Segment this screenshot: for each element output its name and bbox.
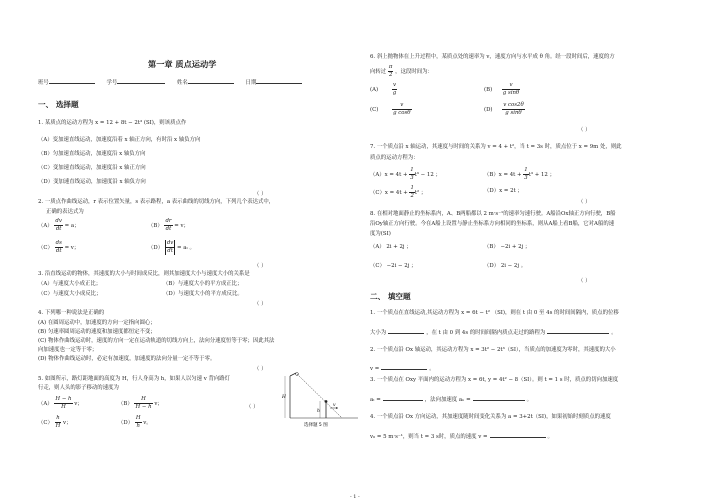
q5-option-a [38, 396, 83, 411]
f1-blank-displacement[interactable] [388, 328, 424, 334]
q6-b-label: (B) [484, 86, 493, 93]
q8-option-b: （B） −2i + 2j ； [484, 244, 531, 250]
q5-b-num: H [134, 396, 152, 404]
q5-c-suffix: v； [63, 419, 72, 426]
q2-answer-bracket[interactable]: （ ） [254, 263, 267, 269]
q7-stem2: 质点的运动方程为： [370, 155, 419, 161]
q6-stem2b: ，这段时间为： [395, 68, 433, 75]
q2-b-num: dr [165, 218, 172, 224]
person-head-icon [325, 400, 328, 403]
f2-line2b: 。 [429, 366, 435, 372]
q5-a-den: H [61, 403, 66, 410]
f4-line2 [370, 432, 553, 441]
q5-c-num: h [56, 415, 60, 421]
q1-option-b: （B）匀加速直线运动，加速度沿 x 轴负方向 [38, 151, 146, 157]
q8-option-a: （A） 2i + 2j ； [370, 244, 412, 250]
q7-c-den: 2 [410, 192, 414, 199]
q1-option-a: （A）变加速直线运动，加速度沿着 x 轴正方向，有时沿 x 轴负方向 [38, 137, 201, 143]
q6-option-b [484, 82, 520, 97]
f3-line2c: 。 [526, 397, 533, 403]
f1-line2b: ，在 t 由 0 到 4s 的时间间隔内质点走过的路程为 [426, 330, 546, 336]
q2-a-label: （A） [38, 222, 53, 229]
q8-option-d: （D） 2i − 2j 。 [484, 263, 527, 269]
label-v: v [333, 403, 336, 408]
q2-option-d [148, 240, 195, 255]
q4-option-c: (C) 物体作曲线运动时，速度的方向一定在运动轨道的切线方向上，法向分速度恒等于零；因此其法 [38, 338, 275, 344]
field-label-id: 学号 [106, 80, 118, 86]
f1-line2 [370, 328, 617, 337]
q8-stem3: 度为(SI) [370, 231, 391, 237]
f2-line2 [370, 364, 435, 373]
q6-stem2a: 向转过 [370, 68, 387, 75]
q1-answer-bracket[interactable]: （ ） [254, 191, 267, 197]
field-label-date: 日期 [245, 80, 257, 86]
q7-option-b [484, 167, 555, 182]
arrowhead-icon [336, 407, 338, 409]
page-number: - 1 - [350, 494, 360, 500]
label-H: H [282, 395, 286, 400]
q6-angle-den: 2 [388, 71, 393, 78]
q7-c-num: 1 [410, 185, 414, 191]
q3-stem: 3. 沿直线运动的物体，其速度的大小与时间成反比，则其加速度大小与速度大小的关系是 [38, 271, 250, 277]
field-line-class[interactable] [49, 78, 95, 84]
q5-b-den: H − h [135, 403, 152, 410]
q4-stem: 4. 下列哪一种说法是正确的 [38, 310, 105, 316]
q2-b-den: dt [165, 225, 172, 232]
q8-option-c: （C） −2i − 2j ； [370, 263, 417, 269]
q6-d-den: g sinθ [505, 109, 522, 116]
section2-title: 二、 填空题 [370, 292, 411, 301]
figure-caption: 选择题 5 图 [304, 423, 328, 428]
q6-c-label: (C) [370, 106, 379, 113]
f3-blank-normal[interactable] [473, 395, 525, 401]
q2-c-den: dt [55, 247, 62, 254]
header-fields [38, 78, 302, 87]
f3-line1: 3. 一个质点在 Oxy 平面内的运动方程为 x = 6t, y = 4t² − 8（SI）。则 t = 1 s 时，质点的切向加速度 [370, 377, 619, 383]
q7-answer-bracket[interactable]: （ ） [578, 199, 591, 205]
q5-a-label: （A） [38, 400, 53, 407]
q6-d-num: v cos2θ [503, 102, 524, 108]
q5-a-suffix: v； [74, 400, 83, 407]
q6-stem: 6. 斜上抛物体在上升过程中，某质点处的速率为 v，速度方向与水平成 θ 角。经一段时间后，速度的方 [370, 54, 615, 60]
q1-option-c: （C）变加速直线运动，加速度沿 x 轴正方向 [38, 165, 146, 171]
q2-option-b [148, 218, 189, 233]
q1-option-d: （D）变加速直线运动，加速度沿 x 轴负方向 [38, 179, 146, 185]
q7-a-den: 3 [410, 174, 414, 181]
q7-option-d: （D）x = 2t ； [484, 188, 523, 194]
field-label-class: 班号 [38, 80, 49, 86]
q7-b-num: 1 [524, 167, 528, 173]
q6-option-c [370, 102, 412, 117]
q8-stem: 8. 在相对地面静止的坐标系内，A、B两船都以 2 m·s⁻¹的速率匀速行驶。A船沿Ox轴正方向行驶，B船 [370, 211, 616, 217]
q2-stem: 2. 一质点作曲线运动，r 表示位置矢量，s 表示路程，a 表示曲线的切线方向，下列几个表达式中， [38, 199, 275, 205]
q2-c-rhs: = v； [64, 244, 80, 251]
q2-b-label: （B） [148, 222, 163, 229]
q7-c-label: （C）x = 4t + [370, 189, 410, 196]
q7-b-label: （B）x = 4t + [484, 171, 524, 178]
q1-stem: 1. 某质点的运动方程为 x = 12 + 8t − 2t³ (SI)，则该质点作 [38, 120, 187, 126]
q5-d-den: h [136, 422, 140, 429]
q2-d-label: （D） [148, 244, 164, 251]
q6-b-num: v [502, 82, 520, 90]
q6-option-d [484, 102, 525, 117]
q2-d-num: dv [166, 240, 174, 246]
q2-b-rhs: = v； [174, 222, 189, 229]
f2-line2a: v = [370, 366, 380, 372]
q6-d-label: (D) [484, 106, 493, 113]
q4-option-c-cont: 向加速度也一定等于零； [38, 347, 98, 353]
q8-stem2: 沿Oy轴正方向行驶。今在A船上设置与静止坐标系方向相同的坐标系，则从A船上看B船，它对A船的速 [370, 221, 615, 227]
q7-stem: 7. 一个质点沿 x 轴运动，其速度与时间的关系为 v = 4 + t²，当 t = 3s 时，质点位于 x = 9m 处，则此 [370, 144, 622, 150]
q7-b-den: 3 [524, 174, 528, 181]
q8-answer-bracket[interactable]: （ ） [578, 278, 591, 284]
q3-option-c: （C）与速度大小成反比； [38, 291, 102, 297]
q6-option-a [370, 82, 397, 97]
f4-line2b: 。 [547, 434, 553, 440]
f3-blank-tangential[interactable] [383, 395, 423, 401]
q5-b-suffix: v； [154, 400, 163, 407]
q2-a-den: dt [55, 225, 62, 232]
q5-stem2: 行走，则人头的影子移动的速度为 [38, 385, 119, 391]
q6-a-label: (A) [370, 86, 379, 93]
q4-answer-bracket[interactable]: （ ） [254, 366, 267, 372]
q6-c-num: v [392, 102, 411, 110]
label-h: h [317, 409, 320, 414]
q5-answer-bracket[interactable]: （ ） [246, 404, 259, 410]
lamp-arm [290, 373, 296, 376]
q2-c-label: （C） [38, 244, 53, 251]
q5-option-d [118, 415, 152, 430]
f3-line2 [370, 395, 532, 404]
q7-a-rhs: t³ − 12 ； [414, 171, 441, 178]
f1-blank-distance[interactable] [547, 328, 609, 334]
q4-option-a: (A) 在圆周运动中，加速度的方向一定指向圆心； [38, 320, 156, 326]
field-line-id[interactable] [117, 78, 165, 84]
q5-b-label: （B） [118, 400, 133, 407]
streetlight-figure [280, 370, 360, 428]
q6-stem2 [370, 64, 433, 79]
q2-d-den: dt [167, 247, 173, 254]
q6-a-num: v [393, 82, 397, 88]
field-label-name: 姓名 [177, 80, 188, 86]
q4-option-d: (D) 物体作曲线运动时，必定有加速度，加速度的法向分量一定不等于零。 [38, 356, 216, 362]
q2-a-rhs: = a； [64, 222, 80, 229]
f2-line1: 2. 一个质点沿 Ox 轴运动，其运动方程为 x = 3t² − 2t³（SI），当质点的加速度为零时，其速度的大小 [370, 347, 616, 353]
chapter-title: 第一章 质点运动学 [148, 59, 217, 69]
q5-option-c [38, 415, 71, 430]
q2-stem2: 正确的表达式为 [46, 209, 84, 215]
q2-d-rhs: = aₜ 。 [177, 244, 195, 251]
q3-answer-bracket[interactable]: （ ） [254, 301, 267, 307]
q6-a-den: g [392, 89, 397, 96]
q7-b-rhs: t³ + 12 ； [528, 171, 555, 178]
field-line-date[interactable] [256, 78, 302, 84]
q3-option-a: （A）与速度大小成正比； [38, 281, 102, 287]
q5-d-num: H [135, 415, 141, 421]
q6-b-den: g sinθ [502, 89, 520, 96]
f4-line1: 4. 一个质点沿 Ox 方向运动，其加速度随时间变化关系为 a = 3+2t（SI)，如果初始时刻质点的速度 [370, 414, 611, 420]
q7-option-c [370, 185, 426, 200]
q5-a-num: H − h [55, 396, 72, 402]
q7-a-num: 1 [410, 167, 414, 173]
f1-line2c: 。 [611, 330, 617, 336]
q5-d-suffix: v。 [143, 419, 152, 426]
q6-answer-bracket[interactable]: （ ） [578, 127, 591, 133]
f4-line2a: v₀ = 5 m·s⁻¹，则当 t = 3 s时，质点的速度 v = [370, 434, 488, 440]
f4-blank-velocity[interactable] [490, 432, 546, 438]
q2-option-c [38, 240, 79, 255]
q2-option-a [38, 218, 79, 233]
q7-c-rhs: t² ； [414, 189, 427, 196]
q2-a-num: dv [55, 218, 62, 224]
section1-title: 一、 选择题 [38, 100, 79, 109]
q7-option-a [370, 167, 441, 182]
q5-c-den: H [55, 422, 61, 429]
field-line-name[interactable] [188, 78, 234, 84]
f3-line2b: ，法向加速度 aₙ = [424, 397, 471, 403]
q6-angle-num: π [388, 64, 393, 70]
q5-d-label: （D） [118, 419, 134, 426]
q5-stem: 5. 如图所示，路灯距地面的高度为 H，行人身高为 h，如果人以匀速 v 背向路灯 [38, 376, 231, 382]
q3-option-d: （D）与速度大小的平方成反比。 [163, 291, 243, 297]
q5-c-label: （C） [38, 419, 53, 426]
q6-c-den: g cosθ [393, 109, 411, 116]
f2-blank-velocity[interactable] [381, 364, 427, 370]
q2-c-num: ds [55, 240, 62, 246]
f1-line1: 1. 一个质点在直线运动,其运动方程为 x = 6t − t² （SI)，则在 t 由 0 至 4s 的时间间隔内，质点的位移 [370, 310, 619, 316]
f1-line2a: 大小为 [370, 330, 387, 336]
f3-line2a: aₜ = [370, 397, 381, 403]
q3-option-b: （B）与速度大小的平方成正比； [163, 281, 243, 287]
q4-option-b: (B) 匀速率圆周运动的速度和加速度都恒定不变； [38, 329, 156, 335]
q5-option-b [118, 396, 163, 411]
q7-a-label: （A）x = 4t + [370, 171, 410, 178]
